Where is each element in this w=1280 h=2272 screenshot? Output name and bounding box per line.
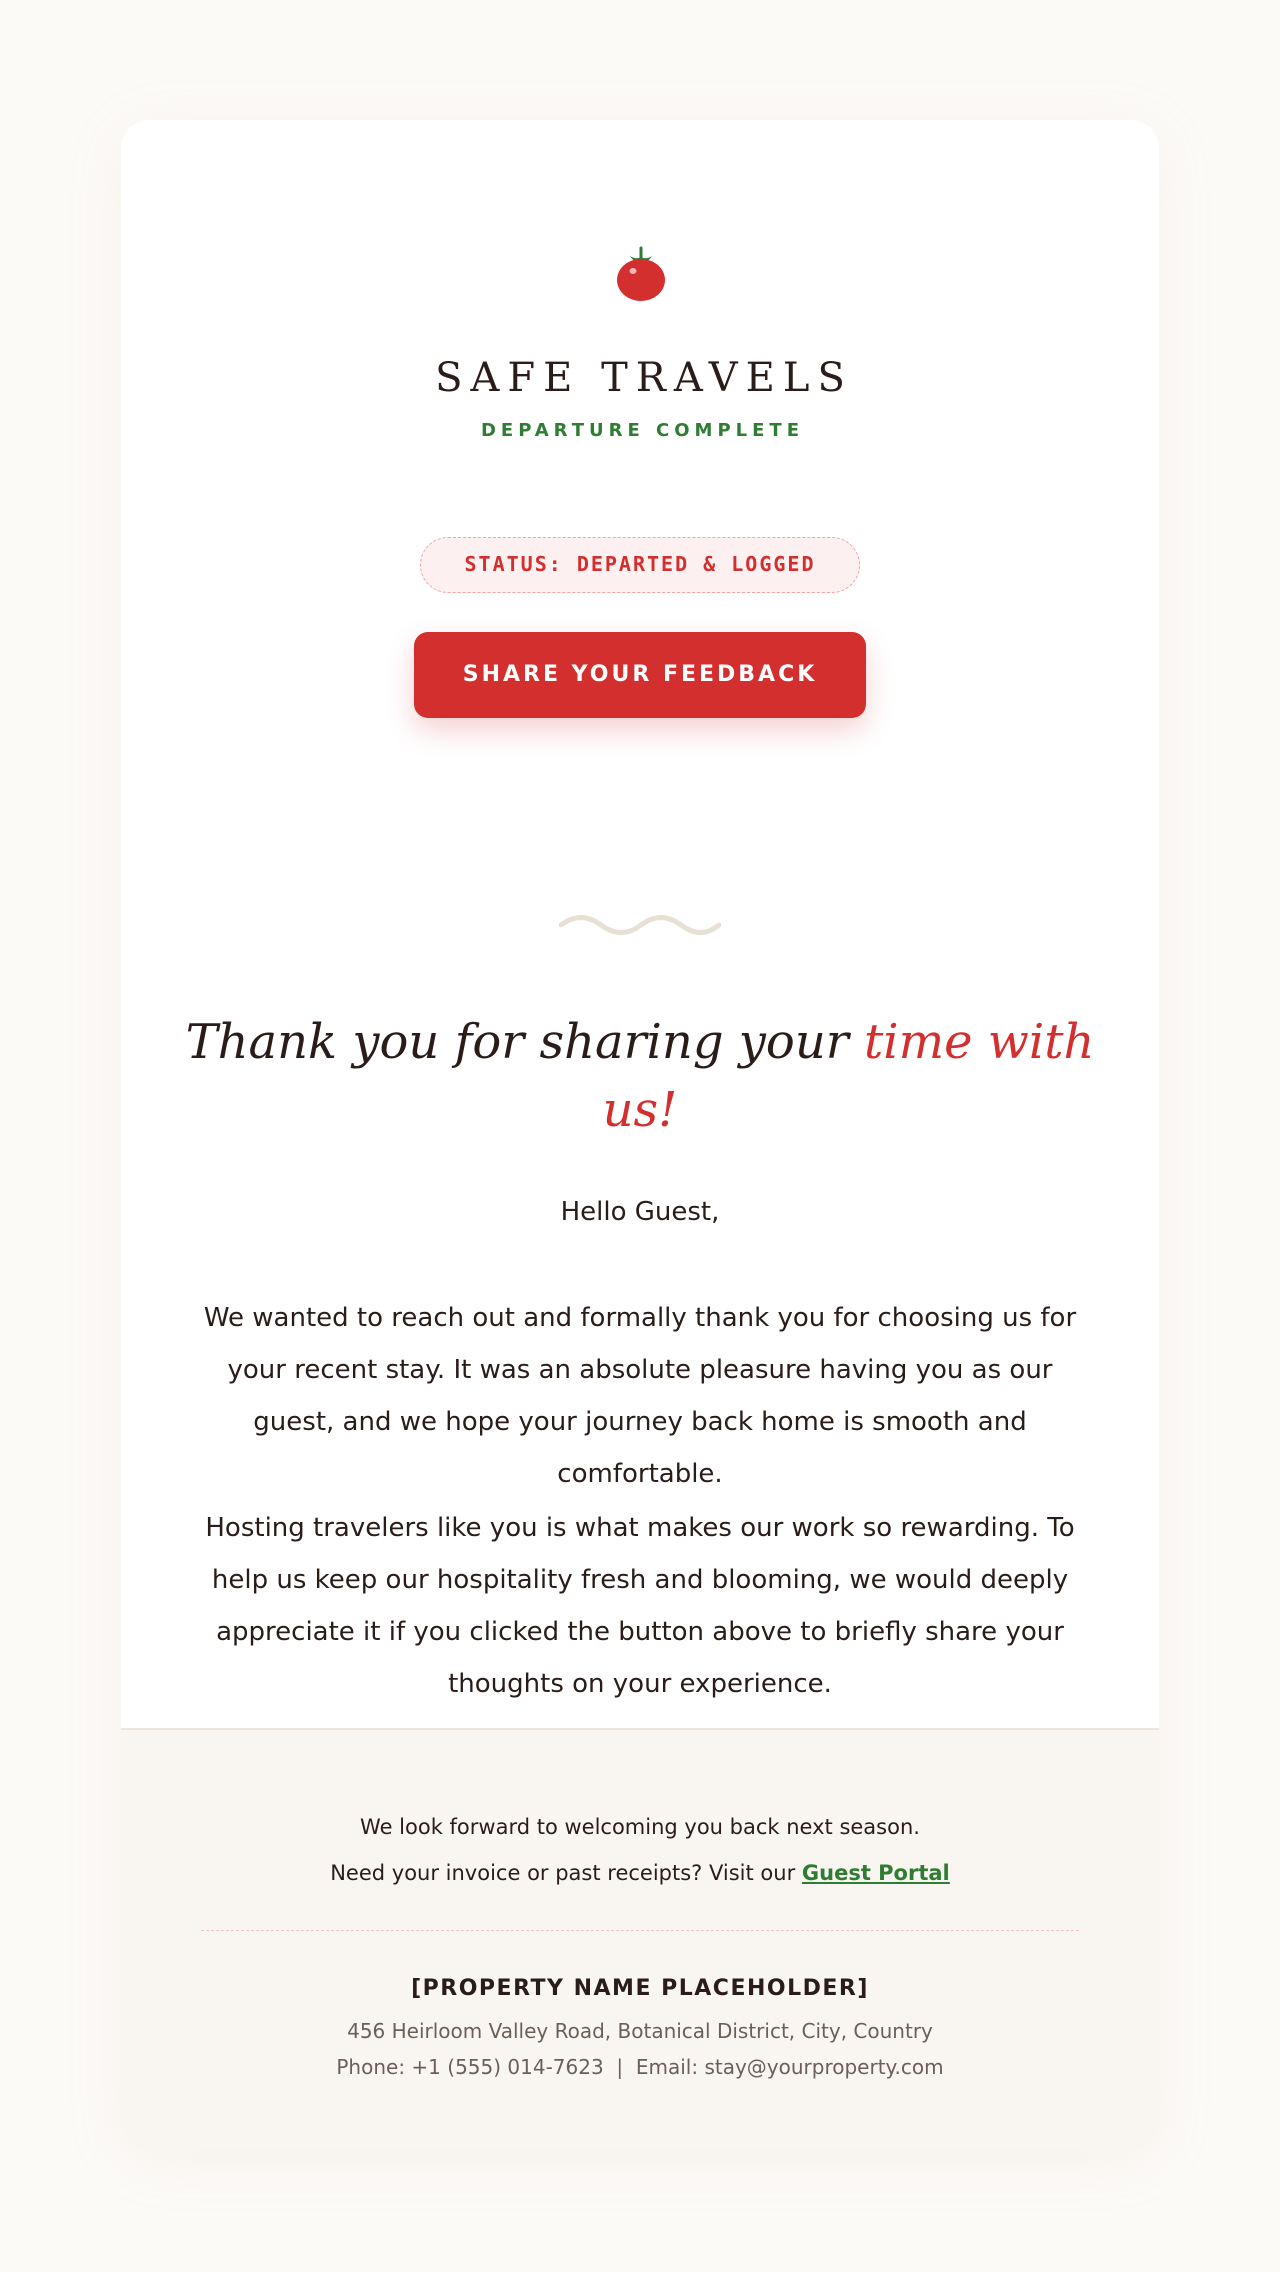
- status-badge: STATUS: DEPARTED & LOGGED: [420, 537, 860, 593]
- email-card: [121, 120, 1159, 2150]
- property-address: 456 Heirloom Valley Road, Botanical District, City, Country: [347, 2019, 933, 2043]
- footer-divider: [201, 1930, 1079, 1931]
- footer-welcome-back: We look forward to welcoming you back next season.: [360, 1815, 920, 1839]
- property-contact: Phone: +1 (555) 014-7623 | Email: stay@yourproperty.com: [336, 2055, 944, 2079]
- property-name: [PROPERTY NAME PLACEHOLDER]: [411, 1976, 869, 2001]
- footer-invoice-line: [121, 1858, 1159, 1888]
- footer: [121, 1728, 1159, 2150]
- wave-divider-icon: [559, 910, 721, 940]
- brand-title: SAFE TRAVELS: [435, 355, 853, 401]
- message-paragraph-1: We wanted to reach out and formally thank you for choosing us for your recent stay. It was an absolute pleasure having you as our guest, and we hope your journey back home is smooth and comfortable.: [203, 1303, 1077, 1489]
- headline-accent: time with us!: [602, 1014, 1095, 1138]
- brand-subtitle: DEPARTURE COMPLETE: [480, 420, 805, 441]
- headline-main: Thank you for sharing your: [185, 1014, 864, 1070]
- tomato-icon: [616, 244, 666, 302]
- headline: [181, 1008, 1099, 1144]
- message-paragraph-2: Hosting travelers like you is what makes our work so rewarding. To help us keep our hospitality fresh and blooming, we would deeply appreciate it if you clicked the button above to briefly share your thoughts on your experience.: [205, 1513, 1075, 1699]
- footer-invoice-text: Need your invoice or past receipts? Visit our: [330, 1861, 802, 1885]
- greeting: Hello Guest,: [560, 1197, 720, 1227]
- guest-portal-link[interactable]: Guest Portal: [801, 1861, 950, 1885]
- share-feedback-button[interactable]: SHARE YOUR FEEDBACK: [414, 632, 866, 718]
